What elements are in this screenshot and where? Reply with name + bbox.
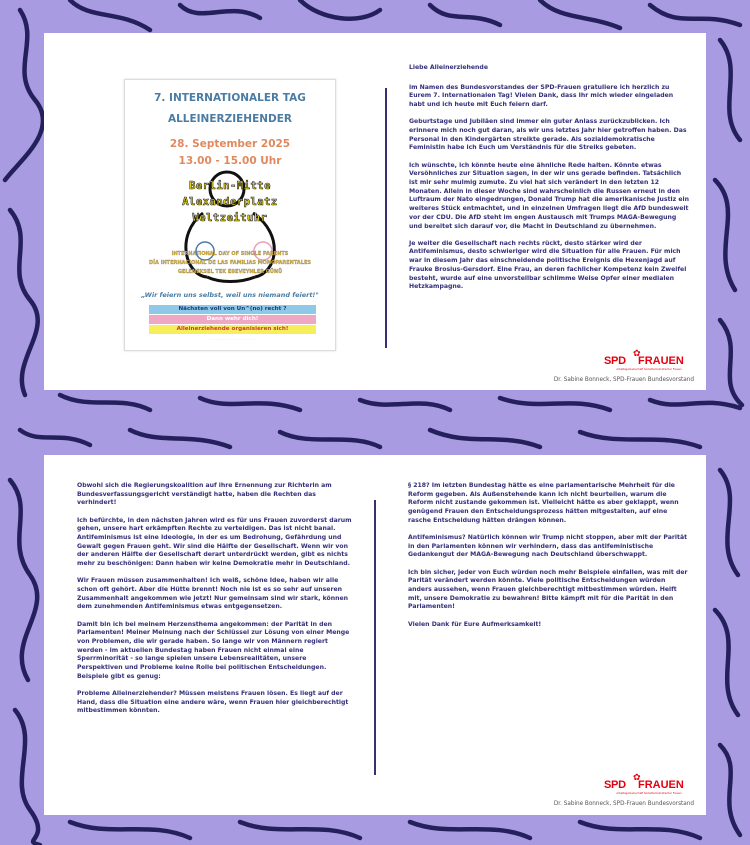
letter-paragraph: Damit bin ich bei meinem Herzensthema angekommen: der Parität in den Parlamenten! Meiner Meinung nach der Schlüssel zur Lösung von einer Menge von Problemen, die wir gerade haben. So lange wir von Männern regiert werden - im aktuellen Bundestag haben Frauen nicht einmal eine Sperrminorität - so lange spielen unsere Lebensrealitäten, unsere Perspektiven und Probleme keine Rolle bei politischen Entscheidungen. Beispiele gibt es genug: <box>77 620 350 680</box>
letter-body-page2-right <box>408 482 690 638</box>
logo-frauen-text: FRAUEN <box>638 355 684 367</box>
letter-paragraph: Ich befürchte, in den nächsten Jahren wird es für uns Frauen zuvorderst darum gehen, unsere hart erkämpften Rechte zu verteidigen. Das ist nicht banal. Antifeminismus ist eine Ideologie, in der es um Bedrohung, Gefährdung und Gewalt gegen Frauen geht. Wir sind die Hälfte der Gesellschaft. Wenn wir von der anderen Hälfte der Gesellschaft derart unterdrückt werden, gibt es nichts mehr zu beschönigen: Dann haben wir keine Demokratie mehr in Deutschland. <box>77 516 352 568</box>
letter-paragraph: Wir Frauen müssen zusammenhalten! Ich weiß, schöne Idee, haben wir alle schon oft gehört. Aber die Hütte brennt! Noch nie ist es so sehr auf unseren Zusammenhalt angekommen wie jetzt! Nur gemeinsam sind wir stark, können dem zunehmenden Antifeminismus etwas entgegensetzen. <box>77 577 349 611</box>
poster-place-line3: Weltzeituhr <box>192 212 268 224</box>
poster-band-yellow: Alleinerziehende organisieren sich! <box>149 325 316 334</box>
poster-intl-line2: DÍA INTERNACIONAL DE LAS FAMILIAS MONOPARENTALES <box>149 260 311 266</box>
signature: Dr. Sabine Bonneck, SPD-Frauen Bundesvorstand <box>553 801 694 807</box>
letter-paragraph: Je weiter die Gesellschaft nach rechts rückt, desto stärker wird der Antifeminismus, desto schwieriger wird die Situation für alle Frauen. Für mich war in diesem Jahr das einschneidende politische Ereignis die Hexenjagd auf Frauke Brosius-Gersdorf. Eine Frau, an deren fachlicher Kompetenz kein Zweifel besteht, wurde auf eine unvorstellbar schlimme Weise Opfer einer medialen Hetzkampagne. <box>409 239 687 291</box>
letter-body-page1 <box>409 64 691 300</box>
poster-time: 13.00 - 15.00 Uhr <box>178 155 282 167</box>
poster-band-blue: Nächsten voll von Un^(no) recht ? <box>149 305 316 314</box>
letter-page-1 <box>44 33 706 390</box>
letter-paragraph: im Namen des Bundesvorstandes der SPD-Frauen gratuliere ich herzlich zu Eurem 7. Internationalen Tag! Vielen Dank, dass Ihr mich wieder eingeladen habt und ich heute mit Euch feiern darf. <box>409 83 674 109</box>
letter-page-2 <box>44 455 706 815</box>
letter-paragraph: Ich wünschte, ich könnte heute eine ähnliche Rede halten. Könnte etwas Versöhnliches zur Situation sagen, in der wir uns gerade befinden. Tatsächlich ist mir sehr mulmig zumute. Zu viel hat sich verändert in den letzten 12 Monaten. Allein in dieser Woche sind wahrscheinlich die Russen erneut in den Luftraum der Nato eingedrungen, Donald Trump hat die amerikanische Justiz ein weiteres Stück entmachtet, und in einzelnen Umfragen liegt die AfD bundesweit vor der CDU. Die AfD steht im engen Austausch mit Trumps MAGA-Bewegung und bereitet sich darauf vor, die Macht in Deutschland zu übernehmen. <box>409 161 689 230</box>
poster-band-pink: Dann wehr dich! <box>149 315 316 324</box>
poster-place-line1: Berlin-Mitte <box>189 180 271 192</box>
spd-frauen-logo <box>604 349 694 375</box>
letter-paragraph: Geburtstage und Jubiläen sind immer ein guter Anlass zurückzublicken. Ich erinnere mich noch gut daran, als wir uns letztes Jahr hier getroffen haben. Das Personal in den Kindergärten streikte gerade. Als sozialdemokratische Feministin habe ich Euch um Verständnis für die Streiks gebeten. <box>409 118 687 152</box>
letter-body-page2-left <box>77 482 352 725</box>
signature: Dr. Sabine Bonneck, SPD-Frauen Bundesvorstand <box>553 377 694 383</box>
column-divider <box>385 88 387 348</box>
poster-place-line2: Alexanderplatz <box>182 196 278 208</box>
logo-spd-text: SPD <box>604 779 626 791</box>
logo-tagline: Arbeitsgemeinschaft Sozialdemokratischer Frauen <box>616 368 682 371</box>
column-divider <box>374 500 376 775</box>
poster-title-line2: ALLEINERZIEHENDER <box>167 113 293 125</box>
logo-spd-text: SPD <box>604 355 626 367</box>
spd-frauen-logo <box>604 773 694 799</box>
poster-date: 28. September 2025 <box>169 138 291 150</box>
poster-title-line1: 7. INTERNATIONALER TAG <box>154 92 306 104</box>
rose-icon: ✿ <box>633 349 641 359</box>
poster-fineprint: · · · · · · · · · · · · · · · · · · · · · · · · <box>210 337 255 341</box>
letter-paragraph: Probleme Alleinerziehender? Müssen meistens Frauen lösen. Es liegt auf der Hand, dass die Situation eine andere wäre, wenn Frauen hier gleichberechtigt mitbestimmen könnten. <box>77 690 349 715</box>
letter-greeting: Liebe Alleinerziehende <box>409 64 488 71</box>
rose-icon: ✿ <box>633 773 641 783</box>
letter-paragraph: Obwohl sich die Regierungskoalition auf ihre Ernennung zur Richterin am Bundesverfassungsgericht verständigt hatte, haben die Rechten das verhindert! <box>77 482 332 507</box>
poster-slogan: „Wir feiern uns selbst, weil uns niemand feiert!" <box>141 291 319 299</box>
letter-paragraph: Antifeminismus? Natürlich können wir Trump nicht stoppen, aber mit der Parität in den Parlamenten können wir verhindern, dass das antifeministische Gedankengut der MAGA-Bewegung nach Deutschland überschwappt. <box>408 534 688 559</box>
letter-paragraph: § 218? Im letzten Bundestag hätte es eine parlamentarische Mehrheit für die Reform gegeben. Als Außenstehende kann ich nicht beurteilen, warum die Reform nicht zustande gekommen ist. Vielleicht hätte es aber geklappt, wenn genügend Frauen den Entscheidungsprozess hätten mitgestalten, auf eine rasche Entscheidung hätten drängen können. <box>408 482 679 524</box>
poster-intl-line1: INTERNATIONAL DAY OF SINGLE PARENTS <box>171 251 289 257</box>
letter-paragraph: Vielen Dank für Eure Aufmerksamkeit! <box>408 620 542 628</box>
poster-intl-line3: GELENEKSEL TEK EBEVEYNLER GÜNÜ <box>177 269 283 275</box>
letter-paragraph: Ich bin sicher, jeder von Euch würden noch mehr Beispiele einfallen, was mit der Parität verändert werden könnte. Viele politische Entscheidungen würden anders aussehen, wenn Frauen gleichberechtigt mitbestimmen würden. Helft mit, unsere Demokratie zu bewahren! Bitte kämpft mit für die Parität in den Parlamenten! <box>408 568 688 611</box>
event-poster <box>124 79 336 351</box>
logo-frauen-text: FRAUEN <box>638 779 684 791</box>
logo-tagline: Arbeitsgemeinschaft Sozialdemokratischer Frauen <box>616 792 682 795</box>
